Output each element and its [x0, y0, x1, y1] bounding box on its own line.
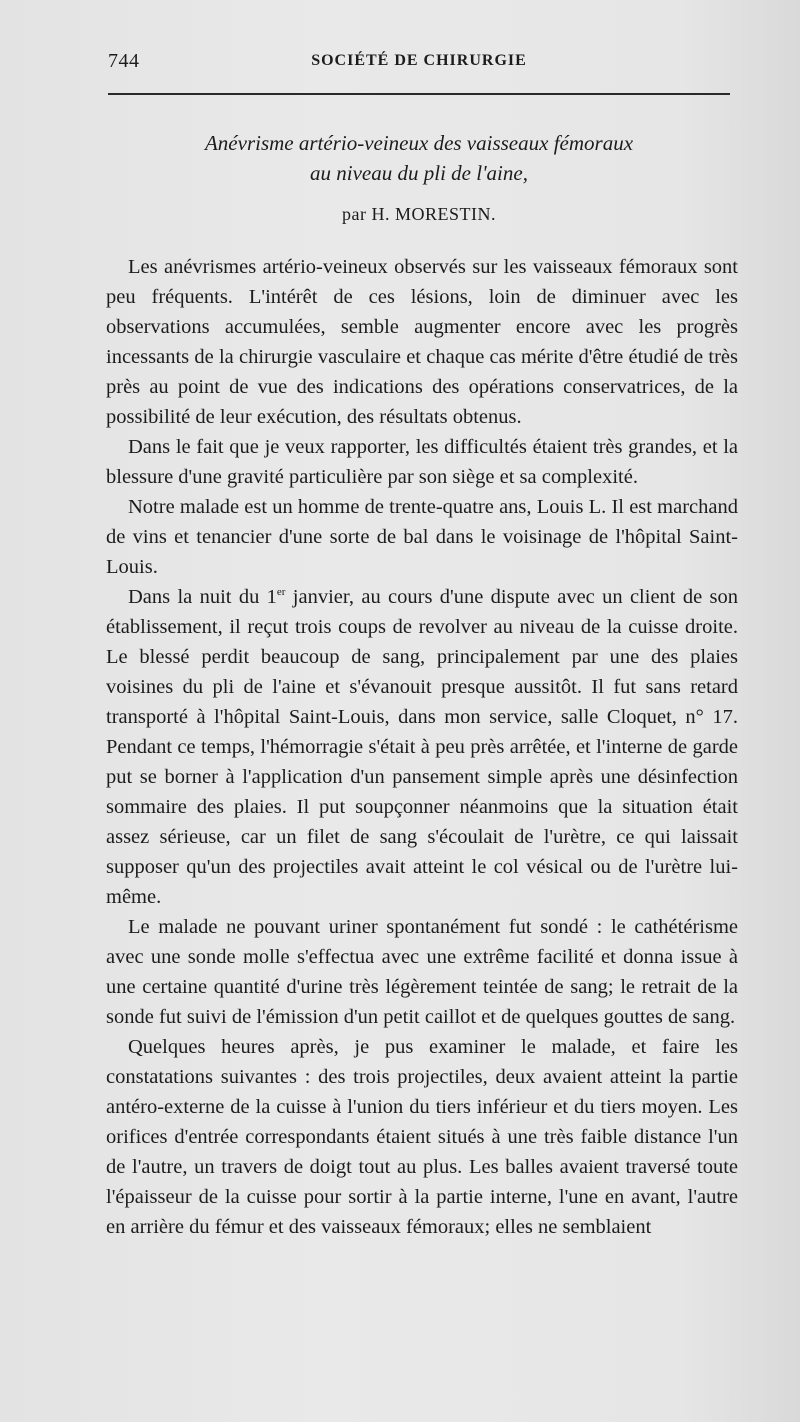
- paragraph-3: Notre malade est un homme de trente-quatre ans, Louis L. Il est marchand de vins et tenancier d'une sorte de bal dans le voisinage de l'hôpital Saint-Louis.: [106, 496, 738, 578]
- paragraph-4: [106, 582, 738, 912]
- header-rule: [108, 93, 730, 95]
- paragraph-4-start: Dans la nuit du 1: [128, 586, 277, 608]
- paragraph-2: Dans le fait que je veux rapporter, les difficultés étaient très grandes, et la blessure d'une gravité particulière par son siège et sa complexité.: [106, 436, 738, 488]
- running-head: SOCIÉTÉ DE CHIRURGIE: [311, 52, 527, 69]
- ordinal-superscript: er: [276, 586, 286, 599]
- article-byline: par H. MORESTIN.: [342, 204, 496, 224]
- paragraph-6: Quelques heures après, je pus examiner le malade, et faire les constatations suivantes : des trois projectiles, deux avaient atteint la partie antéro-externe de la cuisse à l'union du tiers inférieur et du tiers moyen. Les orifices d'entrée correspondants étaient situés à une très faible distance l'un de l'autre, un travers de doigt tout au plus. Les balles avaient traversé toute l'épaisseur de la cuisse pour sortir à la partie interne, l'une en avant, l'autre en arrière du fémur et des vaisseaux fémoraux; elles ne semblaient: [106, 1036, 738, 1238]
- article-title-line-1: Anévrisme artério-veineux des vaisseaux fémoraux: [204, 131, 634, 155]
- page-header: [108, 50, 730, 78]
- article-body: [106, 252, 738, 1242]
- paragraph-1: Les anévrismes artério-veineux observés sur les vaisseaux fémoraux sont peu fréquents. L'intérêt de ces lésions, loin de diminuer avec les observations accumulées, semble augmenter encore avec les progrès incessants de la chirurgie vasculaire et chaque cas mérite d'être étudié de très près au point de vue des indications des opérations conservatrices, de la possibilité de leur exécution, des résultats obtenus.: [106, 256, 738, 428]
- paragraph-5: Le malade ne pouvant uriner spontanément fut sondé : le cathétérisme avec une sonde molle s'effectua avec une extrême facilité et donna issue à une certaine quantité d'urine très légèrement teintée de sang; le retrait de la sonde fut suivi de l'émission d'un petit caillot et de quelques gouttes de sang.: [106, 916, 738, 1028]
- paragraph-4-rest: janvier, au cours d'une dispute avec un client de son établissement, il reçut trois coups de revolver au niveau de la cuisse droite. Le blessé perdit beaucoup de sang, principalement par une des plaies voisines du pli de l'aine et s'évanouit presque aussitôt. Il fut sans retard transporté à l'hôpital Saint-Louis, dans mon service, salle Cloquet, n° 17. Pendant ce temps, l'hémorragie s'était à peu près arrêtée, et l'interne de garde put se borner à l'application d'un pansement simple après une désinfection sommaire des plaies. Il put soupçonner néanmoins que la situation était assez sérieuse, car un filet de sang s'écoulait de l'urètre, ce qui laissait supposer qu'un des projectiles avait atteint le col vésical ou de l'urètre lui-même.: [106, 586, 738, 908]
- page-number: 744: [108, 50, 140, 72]
- article-title: [108, 128, 730, 188]
- article-title-line-2: au niveau du pli de l'aine,: [310, 161, 528, 185]
